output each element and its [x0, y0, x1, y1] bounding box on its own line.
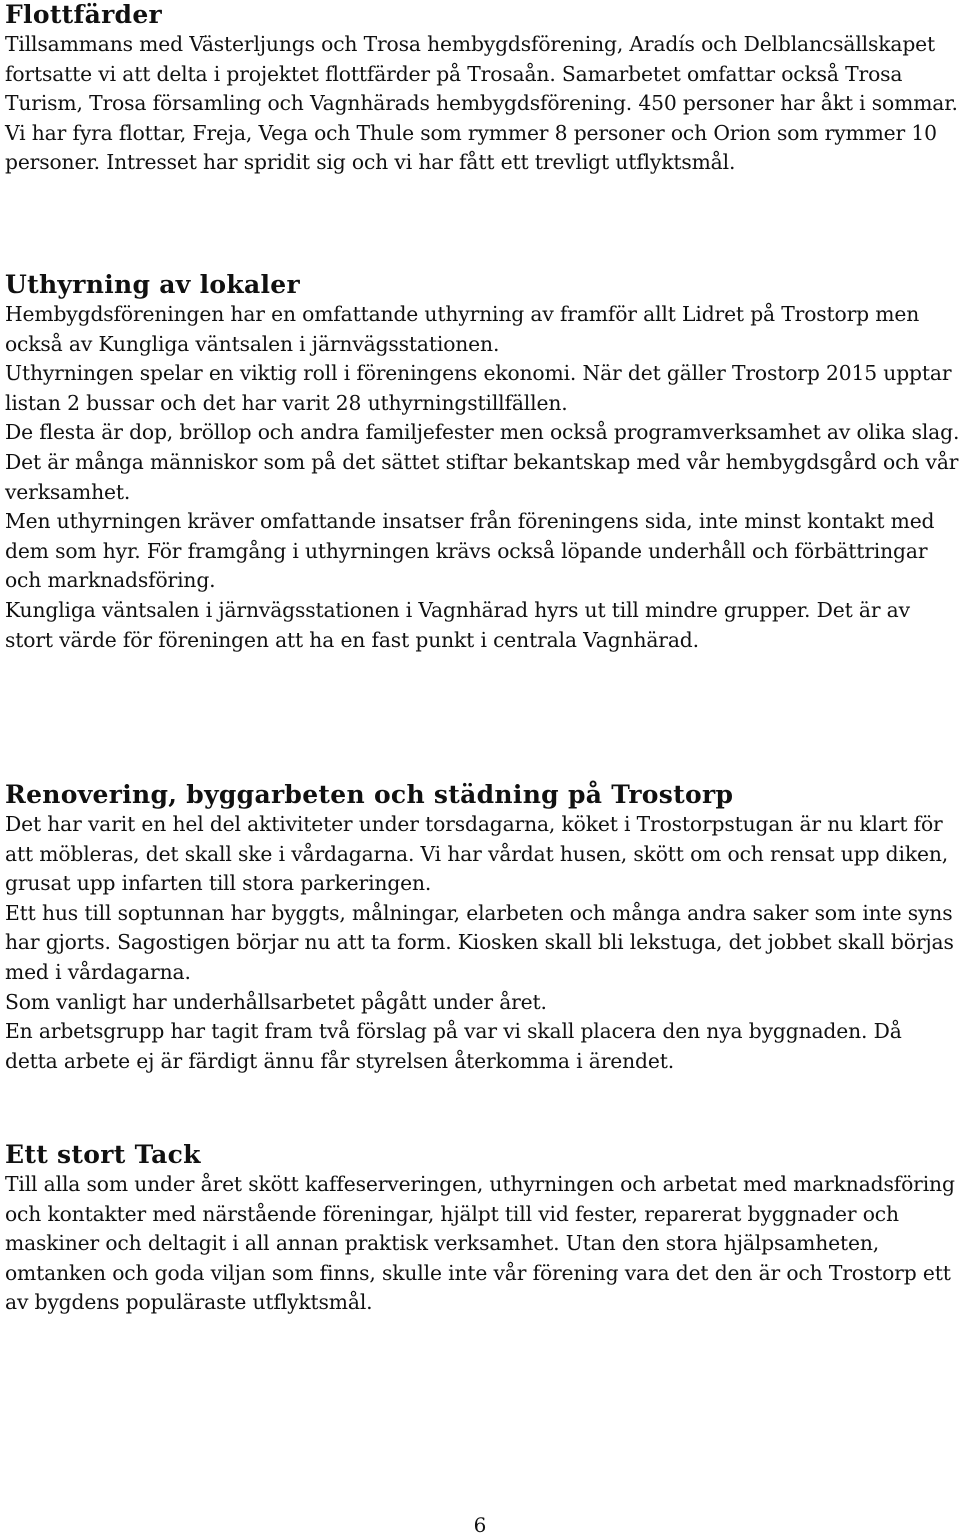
page-number: 6	[473, 1513, 487, 1537]
section-heading: Uthyrning av lokaler	[5, 270, 300, 299]
section-paragraph: En arbetsgrupp har tagit fram två förslag på var vi skall placera den nya byggnaden. Då detta arbete ej är färdigt ännu får styrelsen återkomma i ärendet.	[5, 1019, 902, 1073]
section-paragraph: Uthyrningen spelar en viktig roll i föreningens ekonomi. När det gäller Trostorp 2015 upptar listan 2 bussar och det har varit 28 uthyrningstillfällen.	[5, 361, 952, 415]
section-paragraph: Vi har fyra flottar, Freja, Vega och Thule som rymmer 8 personer och Orion som rymmer 10 personer. Intresset har spridit sig och vi har fått ett trevligt utflyktsmål.	[5, 120, 937, 175]
section-renovering	[5, 780, 960, 1076]
section-paragraph: Tillsammans med Västerljungs och Trosa hembygdsförening, Aradís och Delblancsällskapet fortsatte vi att delta i projektet flottfärder på Trosaån. Samarbetet omfattar också Trosa Turism, Trosa församling och Vagnhärads hembygdsförening. 450 personer har åkt i sommar.	[5, 32, 958, 116]
section-uthyrning	[5, 270, 960, 655]
section-paragraph: Men uthyrningen kräver omfattande insatser från föreningens sida, inte minst kontakt med dem som hyr. För framgång i uthyrningen krävs också löpande underhåll och förbättringar och marknadsföring.	[5, 509, 935, 593]
section-paragraph: Det är många människor som på det sättet stiftar bekantskap med vår hembygdsgård och vår verksamhet.	[5, 449, 959, 504]
section-paragraph: Det har varit en hel del aktiviteter under torsdagarna, köket i Trostorpstugan är nu klart för att möbleras, det skall ske i vårdagarna. Vi har vårdat husen, skött om och rensat upp diken, grusat upp infarten till stora parkeringen.	[5, 812, 949, 896]
section-paragraph: De flesta är dop, bröllop och andra familjefester men också programverksamhet av olika slag.	[5, 420, 960, 445]
section-paragraph: Till alla som under året skött kaffeserveringen, uthyrningen och arbetat med marknadsföring och kontakter med närstående föreningar, hjälpt till vid fester, reparerat byggnader och maskiner och deltagit i all annan praktisk verksamhet. Utan den stora hjälpsamheten, omtanken och goda viljan som finns, skulle inte vår förening vara det den är och Trostorp ett av bygdens populäraste utflyktsmål.	[5, 1172, 955, 1315]
section-heading: Renovering, byggarbeten och städning på Trostorp	[5, 780, 734, 809]
section-paragraph: Som vanligt har underhållsarbetet pågått under året.	[5, 989, 547, 1014]
section-heading: Flottfärder	[5, 0, 162, 29]
section-heading: Ett stort Tack	[5, 1140, 201, 1169]
section-flottfarder	[5, 0, 960, 178]
section-tack	[5, 1140, 960, 1318]
section-paragraph: Kungliga väntsalen i järnvägsstationen i Vagnhärad hyrs ut till mindre grupper. Det är av stort värde för föreningen att ha en fast punkt i centrala Vagnhärad.	[5, 597, 910, 652]
section-paragraph: Hembygdsföreningen har en omfattande uthyrning av framför allt Lidret på Trostorp men också av Kungliga väntsalen i järnvägsstationen.	[5, 302, 920, 356]
section-paragraph: Ett hus till soptunnan har byggts, målningar, elarbeten och många andra saker som inte syns har gjorts. Sagostigen börjar nu att ta form. Kiosken skall bli lekstuga, det jobbet skall börjas med i vårdagarna.	[5, 900, 954, 984]
